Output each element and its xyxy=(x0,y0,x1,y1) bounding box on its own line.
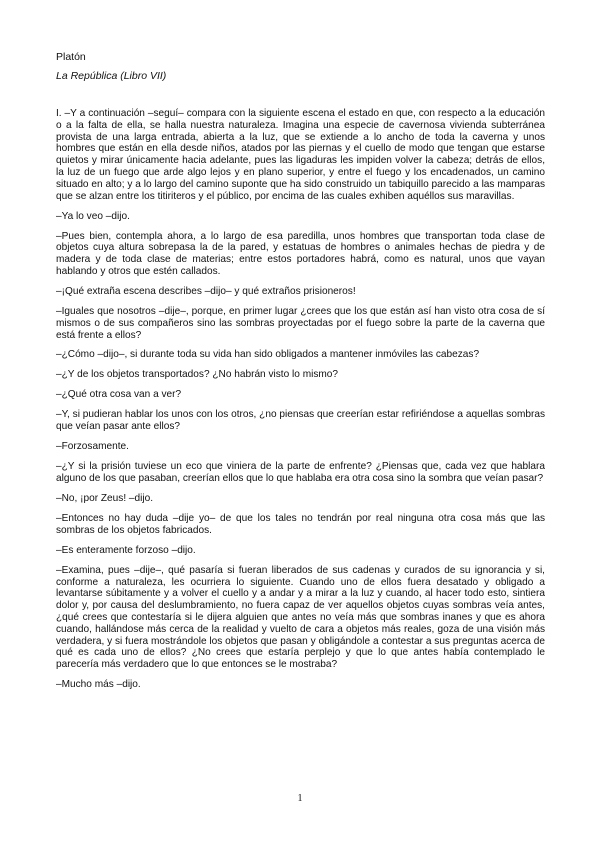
work-title: La República (Libro VII) xyxy=(56,70,167,82)
paragraph: –Es enteramente forzoso –dijo. xyxy=(56,544,196,556)
paragraph: –Mucho más –dijo. xyxy=(56,679,141,691)
paragraph: –Entonces no hay duda –dije yo– de que los tales no tendrán por real ninguna otra cosa más que las sombras de los objetos fabricados. xyxy=(56,512,545,536)
paragraph: –Y, si pudieran hablar los unos con los otros, ¿no piensas que creerían estar refiriéndose a aquellas sombras que veían pasar ante ellos? xyxy=(56,409,545,433)
paragraph: –¿Y de los objetos transportados? ¿No habrán visto lo mismo? xyxy=(56,369,339,381)
paragraph: –¿Qué otra cosa van a ver? xyxy=(56,389,182,401)
paragraph: –Examina, pues –dije–, qué pasaría si fueran liberados de sus cadenas y curados de su ignorancia y si, conforme a naturaleza, les ocurriera lo siguiente. Cuando uno de ellos fuera desatado y obligado a levantarse súbitamente y a volver el cuello y a andar y a mirar a la luz y cuando, al hacer todo esto, sintiera dolor y, por causa del deslumbramiento, no fuera capaz de ver aquellos objetos cuyas sombras veía antes, ¿qué crees que contestaría si le dijera alguien que antes no veía más que sombras inanes y que es ahora cuando, hallándose más cerca de la realidad y vuelto de cara a objetos más reales, goza de una visión más verdadera, y si fuera mostrándole los objetos que pasan y obligándole a contestar a sus preguntas acerca de qué es cada uno de ellos? ¿No crees que estaría perplejo y que lo que antes había contemplado le parecería más verdadero que lo que entonces se le mostraba? xyxy=(56,564,545,671)
paragraph: –No, ¡por Zeus! –dijo. xyxy=(56,492,154,504)
page-number: 1 xyxy=(297,793,303,804)
paragraph: –Pues bien, contempla ahora, a lo largo de esa paredilla, unos hombres que transportan toda clase de objetos cuya altura sobrepasa la de la pared, y estatuas de hombres o animales hechas de piedra y de madera y de toda clase de materias; entre estos portadores habrá, como es natural, unos que vayan hablando y otros que estén callados. xyxy=(56,230,545,277)
paragraph: –Forzosamente. xyxy=(56,441,129,453)
paragraph: –¿Cómo –dijo–, si durante toda su vida han sido obligados a mantener inmóviles las cabezas? xyxy=(56,349,480,361)
paragraph: –¿Y si la prisión tuviese un eco que viniera de la parte de enfrente? ¿Piensas que, cada vez que hablara alguno de los que pasaban, creerían ellos que lo que hablaba era otra cosa sino la sombra que veían pasar? xyxy=(56,461,545,484)
paragraph: –Iguales que nosotros –dije–, porque, en primer lugar ¿crees que los que están así han visto otra cosa de sí mismos o de sus compañeros sino las sombras proyectadas por el fuego sobre la parte de la caverna que está frente a ellos? xyxy=(56,305,545,341)
document-body xyxy=(56,108,545,699)
author-name: Platón xyxy=(56,51,86,63)
paragraph: –¡Qué extraña escena describes –dijo– y qué extraños prisioneros! xyxy=(56,285,356,297)
paragraph: I. –Y a continuación –seguí– compara con la siguiente escena el estado en que, con respecto a la educación o a la falta de ella, se halla nuestra naturaleza. Imagina una especie de cavernosa vivienda subterránea provista de una larga entrada, abierta a la luz, que se extiende a lo ancho de toda la caverna y unos hombres que están en ella desde niños, atados por las piernas y el cuello de modo que tengan que estarse quietos y mirar únicamente hacia adelante, pues las ligaduras les impiden volver la cabeza; detrás de ellos, la luz de un fuego que arde algo lejos y en plano superior, y entre el fuego y los encadenados, un camino situado en alto; y a lo largo del camino suponte que ha sido construido un tabiquillo parecido a las mamparas que se alzan entre los titiriteros y el público, por encima de las cuales exhiben aquéllos sus maravillas. xyxy=(56,108,545,202)
paragraph: –Ya lo veo –dijo. xyxy=(56,210,130,222)
